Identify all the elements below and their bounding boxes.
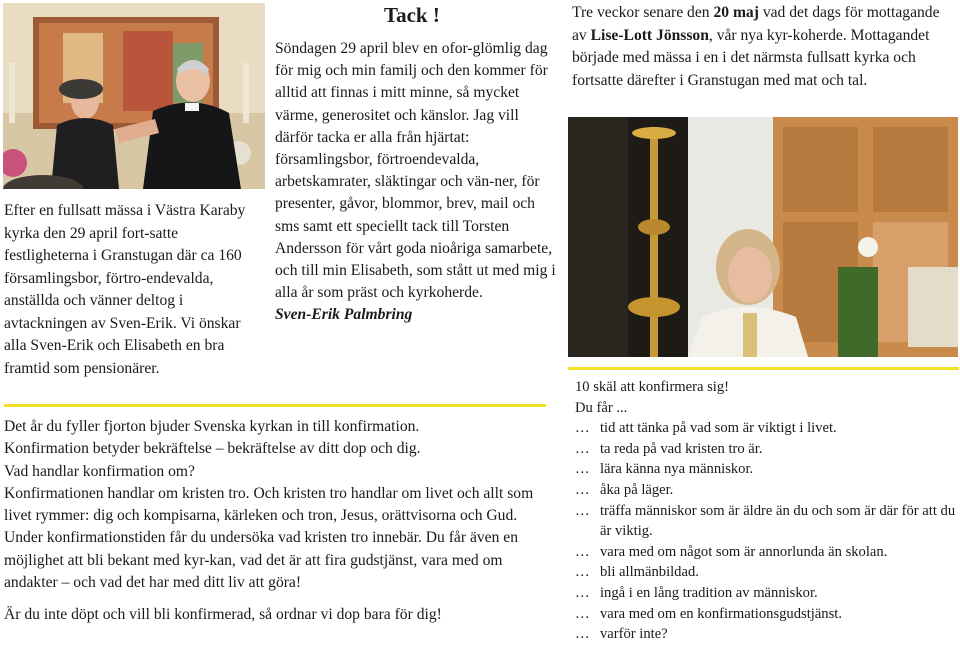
photo-priest xyxy=(568,117,958,357)
bullet: … xyxy=(575,420,590,437)
list-item xyxy=(575,562,960,583)
list-item xyxy=(575,459,960,480)
new-vicar-text xyxy=(572,2,957,92)
bullet: … xyxy=(575,605,590,622)
caption-text: Efter en fullsatt mässa i Västra Karaby kyrka den 29 april fort-satte festligheterna i Granstugan där ca 160 församlingsbor, förtro-endevalda, anställda och vänner deltog i avtackningen av Sven-Erik. Vi önskar alla Sven-Erik och Elisabeth en bra framtid som pensionärer. xyxy=(4,202,246,377)
bullet: … xyxy=(575,626,590,643)
list-item xyxy=(575,604,960,625)
list-item-text: lära känna nya människor. xyxy=(600,461,754,478)
article-new-vicar xyxy=(572,2,957,92)
list-item xyxy=(575,542,960,563)
list-item xyxy=(575,439,960,460)
list-item-text: vara med om något som är annorlunda än skolan. xyxy=(600,543,888,560)
list-item-text: åka på läger. xyxy=(600,481,674,498)
article-title: Tack ! xyxy=(384,3,440,27)
thanks-text: Söndagen 29 april blev en ofor-glömlig dag för mig och min familj och den kommer för alltid att finnas i mitt minne, så mycket värme, generositet och känslor. Jag vill därför tacka er alla från hjärtat: församlingsbor, förtroendevalda, arbetskamrater, släktingar och vän-ner, för presenter, gåvor, blommor, brev, mail och sms samt ett speciellt tack till Torsten Andersson för vårt goda nioåriga samarbete, och till min Elisabeth, som stått ut med mig i alla år som präst och kyrkoherde. xyxy=(275,40,556,302)
divider-rule xyxy=(4,404,546,407)
photo-ceremony xyxy=(3,3,265,189)
list-intro: Du får ... xyxy=(575,399,628,416)
bullet: … xyxy=(575,543,590,560)
divider-rule xyxy=(568,367,959,370)
confirmation-line: Det år du fyller fjorton bjuder Svenska kyrkan in till konfirmation. xyxy=(4,418,420,435)
list-item xyxy=(575,624,960,645)
list-item-text: bli allmänbildad. xyxy=(600,564,699,581)
bullet: … xyxy=(575,461,590,478)
list-item-text: ta reda på vad kristen tro är. xyxy=(600,440,763,457)
date-highlight: 20 maj xyxy=(713,4,759,21)
list-item xyxy=(575,418,960,439)
reasons-list xyxy=(575,377,960,645)
bullet: … xyxy=(575,440,590,457)
confirmation-line: Vad handlar konfirmation om? xyxy=(4,462,195,480)
list-item xyxy=(575,480,960,501)
article-thanks xyxy=(275,38,560,327)
confirmation-line: Konfirmation betyder bekräftelse – bekräftelse av ditt dop och dig. xyxy=(4,440,421,458)
list-heading: 10 skäl att konfirmera sig! xyxy=(575,379,730,395)
bullet: … xyxy=(575,584,590,601)
name-highlight: Lise-Lott Jönsson xyxy=(590,26,709,44)
confirmation-last-line: Är du inte döpt och vill bli konfirmerad, så ordnar vi dop bara för dig! xyxy=(4,606,442,624)
list-item-text: varför inte? xyxy=(600,626,668,643)
list-item xyxy=(575,501,960,542)
signature: Sven-Erik Palmbring xyxy=(275,306,413,324)
list-item-text: träffa människor som är äldre än du och som är där för att du är viktig. xyxy=(600,502,956,540)
list-item xyxy=(575,583,960,604)
confirmation-line: Konfirmationen handlar om kristen tro. Och kristen tro handlar om livet och allt som livet rymmer: dig och kompisarna, kärleken och tron, Jesus, orättvisorna och Gud. Under konfirmationstiden får du undersöka vad kristen tro innebär. Du får även en möjlighet att bli bekant med kyr-kan, vad det är att fira gudstjänst, vara med om andakter – och vad det har med ditt liv att göra! xyxy=(4,484,534,592)
list-item-text: vara med om en konfirmationsgudstjänst. xyxy=(600,605,842,622)
ceremony-image xyxy=(3,3,265,189)
text-part1: Tre veckor senare den xyxy=(572,4,714,21)
article-confirmation xyxy=(4,416,549,627)
list-item-text: ingå i en lång tradition av människor. xyxy=(600,584,818,601)
photo-caption xyxy=(4,200,266,380)
list-item-text: tid att tänka på vad som är viktigt i livet. xyxy=(600,420,837,437)
bullet: … xyxy=(575,481,590,498)
bullet: … xyxy=(575,502,590,519)
text-part3: , vår nya kyr-koherde. Mottagandet började med mässa i en i det närmsta fullsatt kyrka och fortsatte därefter i Granstugan med mat och tal. xyxy=(572,26,930,89)
bullet: … xyxy=(575,564,590,581)
priest-image xyxy=(568,117,958,357)
text-part2: vad det dags för mottagande av xyxy=(572,4,940,44)
